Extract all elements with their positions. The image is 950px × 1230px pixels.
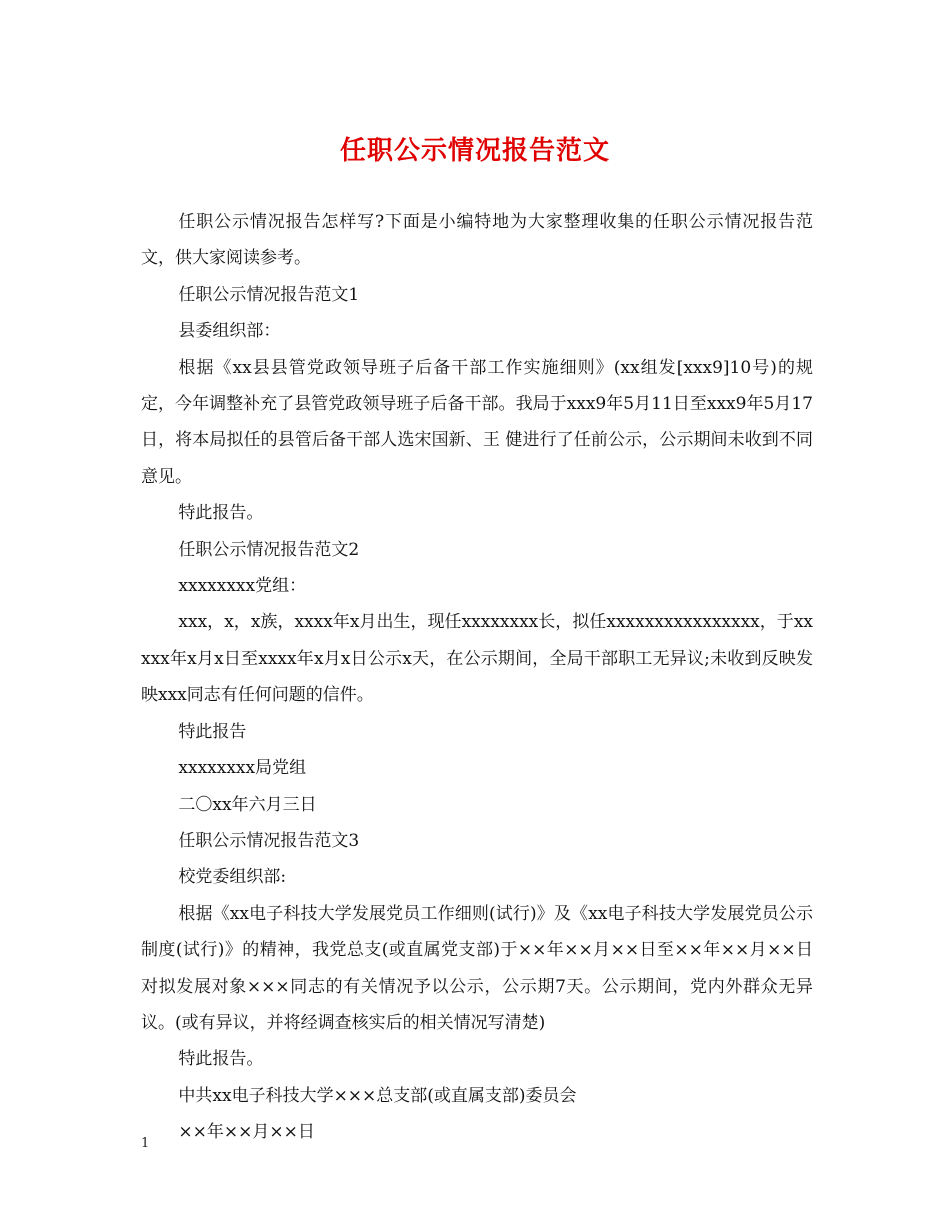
sample-2-heading: 任职公示情况报告范文2 — [178, 539, 360, 560]
sample-2-recipient: xxxxxxxx党组： — [178, 576, 307, 597]
sample-3-content: 根据《xx电子科技大学发展党员工作细则(试行)》及《xx电子科技大学发展党员公示制度(试行)》的精神，我党总支(或直属党支部)于××年××月××日至××年××月××日对拟发展对象×××同志的有关情况予以公示，公示期7天。公示期间，党内外群众无异议。(或有异议，并将经调查核实后的相关情况写清楚) — [141, 903, 813, 1033]
page-number: 1 — [141, 1136, 150, 1151]
sample-1-content: 根据《xx县县管党政领导班子后备干部工作实施细则》(xx组发[xxx9]10号)的规定，今年调整补充了县管党政领导班子后备干部。我局于xxx9年5月11日至xxx9年5月17日，将本局拟任的县管后备干部人选宋国新、王 健进行了任前公示，公示期间未收到不同意见。 — [141, 357, 813, 487]
sample-3-closing: 特此报告。 — [178, 1049, 264, 1070]
sample-2-content: xxx，x，x族，xxxx年x月出生，现任xxxxxxxx长，拟任xxxxxxxxxxxxxxxx，于xxxxx年x月x日至xxxx年x月x日公示x天，在公示期间，全局干部职工无异议;未收到反映发映xxx同志有任何问题的信件。 — [141, 612, 813, 706]
sample-1-recipient: 县委组织部： — [178, 321, 281, 342]
sample-3-date: ××年××月××日 — [178, 1122, 315, 1143]
sample-2-closing: 特此报告 — [178, 721, 247, 742]
sample-1-heading: 任职公示情况报告范文1 — [178, 284, 360, 305]
document-title: 任职公示情况报告范文 — [339, 136, 610, 166]
sample-1-closing: 特此报告。 — [178, 503, 264, 524]
sample-2-date: 二〇xx年六月三日 — [178, 794, 317, 815]
document-body — [141, 204, 813, 1151]
sample-2-signature: xxxxxxxx局党组 — [178, 758, 307, 779]
sample-3-signature: 中共xx电子科技大学×××总支部(或直属支部)委员会 — [178, 1085, 577, 1106]
sample-3-heading: 任职公示情况报告范文3 — [178, 830, 360, 851]
intro-paragraph: 任职公示情况报告怎样写?下面是小编特地为大家整理收集的任职公示情况报告范文，供大家阅读参考。 — [141, 212, 813, 269]
sample-3-recipient: 校党委组织部: — [178, 867, 287, 888]
